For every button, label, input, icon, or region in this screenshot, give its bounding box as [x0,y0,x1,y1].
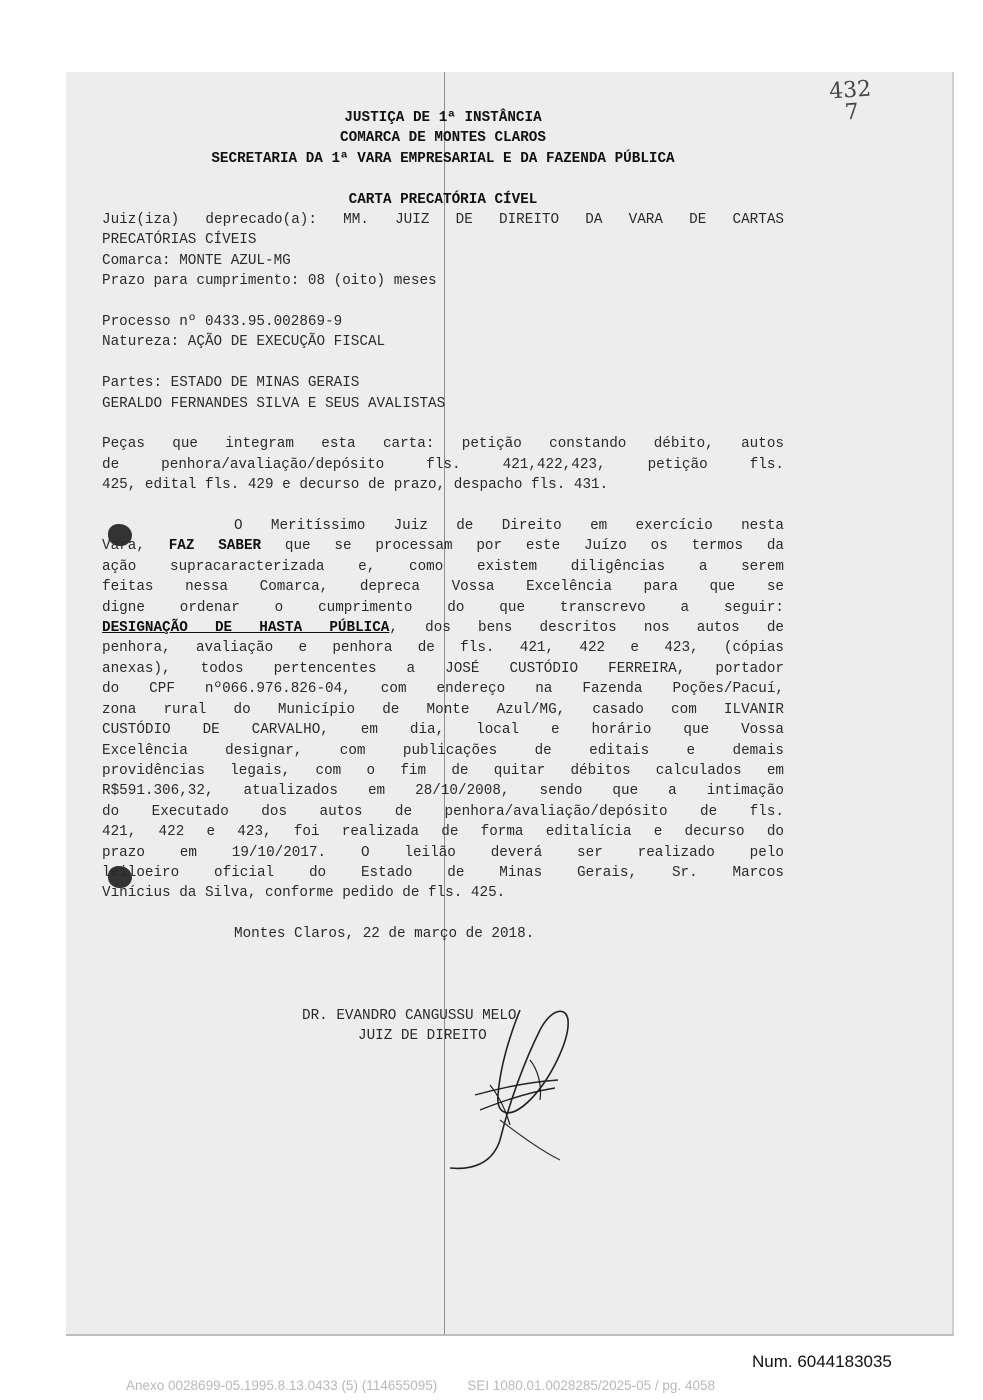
document-number: Num. 6044183035 [752,1352,892,1371]
attached-pieces-paragraph: Peças que integram esta carta: petição constando débito, autos de penhora/avaliação/depósito fls. 421,422,423, petição fls. 425, edital fls. 429 e decurso de prazo, despacho fls. 431. [102,436,784,494]
parties-line: Partes: ESTADO DE MINAS GERAIS [102,375,360,392]
handwritten-page-number: 432 7 [828,76,873,126]
deadline-line: Prazo para cumprimento: 08 (oito) meses [102,273,437,290]
handwritten-signature [380,1000,600,1180]
faz-saber: FAZ SABER [168,538,262,555]
document-title: CARTA PRECATÓRIA CÍVEL [348,191,538,208]
judge-line-cont: PRECATÓRIAS CÍVEIS [102,232,257,249]
judge-line: Juiz(iza) deprecado(a): MM. JUIZ DE DIREITO DA VARA DE CARTAS [102,212,784,229]
parties-line-cont: GERALDO FERNANDES SILVA E SEUS AVALISTAS [102,395,446,412]
hasta-publica: DESIGNAÇÃO DE HASTA PÚBLICA [102,620,390,637]
signatory-role: JUIZ DE DIREITO [358,1028,487,1045]
nature-line: Natureza: AÇÃO DE EXECUÇÃO FISCAL [102,334,386,351]
main-paragraph: O Meritíssimo Juiz de Direito em exercício nesta Vara, FAZ SABER que se processam por este Juízo os termos da ação supracaracterizada e, como existem diligências a serem feitas nessa Comarca, depreca Vossa Excelência para que se digne ordenar o cumprimento do que transcrevo a seguir: DESIGNAÇÃO DE HASTA PÚBLICA, dos bens descritos nos autos de penhora, avaliação e penhora de fls. 421, 422 e 423, (cópias anexas), todos pertencentes a JOSÉ CUSTÓDIO FERREIRA, portador do CPF nº066.976.826-04, com endereço na Fazenda Poções/Pacuí, zona rural do Município de Monte Azul/MG, casado com ILVANIR CUSTÓDIO DE CARVALHO, em dia, local e horário que Vossa Excelência designar, com publicações de editais e demais providências legais, com o fim de quitar débitos calculados em R$591.306,32, atualizados em 28/10/2008, sendo que a intimação do Executado dos autos de penhora/avaliação/depósito de fls. 421, 422 e 423, foi realizada de forma editalícia e decurso do prazo em 19/10/2017. O leilão deverá ser realizado pelo leiloeiro oficial do Estado de Minas Gerais, Sr. Marcos Vinícius da Silva, conforme pedido de fls. 425. [102,518,784,902]
date-line: Montes Claros, 22 de março de 2018. [234,926,535,943]
header-comarca: COMARCA DE MONTES CLAROS [340,130,546,147]
header-secretaria: SECRETARIA DA 1ª VARA EMPRESARIAL E DA FAZENDA PÚBLICA [211,150,675,167]
comarca-line: Comarca: MONTE AZUL-MG [102,252,291,269]
document-body [102,108,784,1047]
annex-reference: Anexo 0028699-05.1995.8.13.0433 (5) (114655095) SEI 1080.01.0028285/2025-05 / pg. 4058 [126,1378,715,1393]
process-number: Processo nº 0433.95.002869-9 [102,314,343,331]
header-court: JUSTIÇA DE 1ª INSTÂNCIA [344,110,542,126]
signatory-name: DR. EVANDRO CANGUSSU MELO [302,1007,517,1024]
